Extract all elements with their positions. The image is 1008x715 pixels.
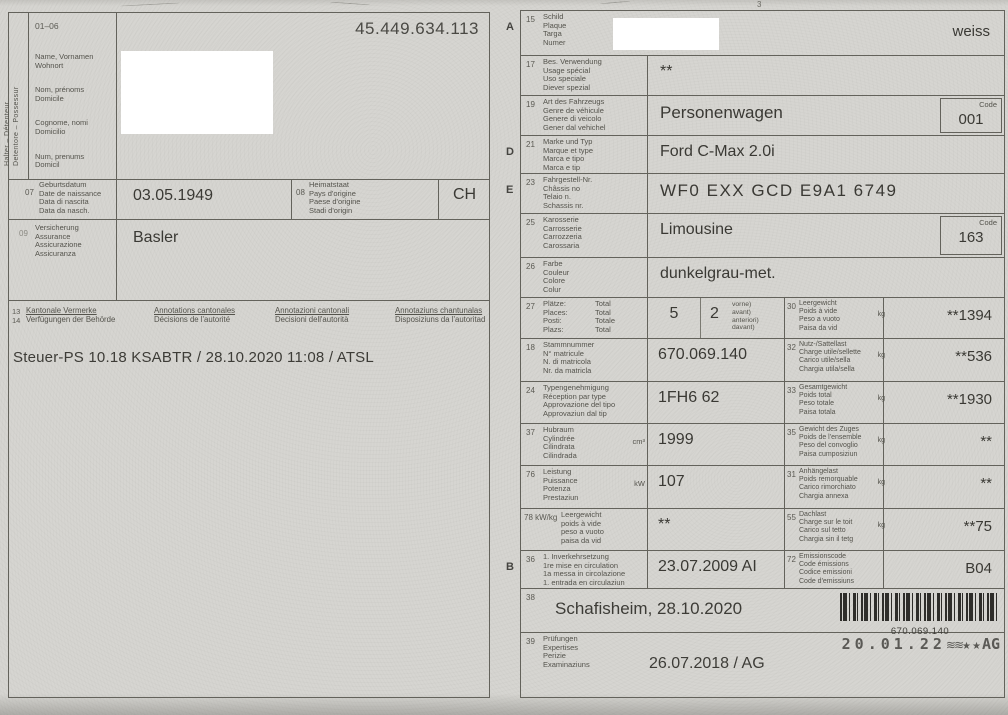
field-number: 25	[526, 218, 535, 227]
field-label: Assurance	[35, 231, 71, 241]
field-label: Genre de véhicule	[543, 105, 604, 115]
field-number: 17	[526, 60, 535, 69]
code-value: 163	[958, 229, 984, 246]
document-serial-number: 45.449.634.113	[355, 19, 479, 38]
field-labels	[799, 382, 883, 423]
field-label: 1a messa in circolazione	[543, 569, 626, 579]
scan-marks	[330, 2, 370, 6]
field-labels	[799, 298, 883, 338]
field-label: Peso del convoglio	[799, 442, 858, 450]
field-label: Colur	[543, 284, 561, 294]
unit-label: kg	[877, 522, 885, 529]
field-label: Colore	[543, 276, 566, 286]
field-number: 15	[526, 15, 535, 24]
field-label: Assicuranza	[35, 248, 76, 258]
unit-label: kg	[877, 479, 885, 486]
field-label: davant)	[732, 324, 755, 332]
field-number: 07	[25, 188, 34, 197]
field-label: Codice emissioni	[799, 569, 852, 577]
field-label: 1re mise en circulation	[543, 560, 619, 570]
field-label: Chargia utila/sella	[799, 365, 855, 373]
field-label: Code d'emissiuns	[799, 577, 855, 585]
left-field	[521, 339, 784, 381]
field-value-area	[883, 298, 1004, 338]
field-labels-right	[595, 300, 615, 338]
field-value-area	[647, 11, 1004, 55]
field-label: Approvazione del tipo	[543, 400, 616, 410]
field-labels	[799, 509, 883, 550]
plate-number-redaction	[613, 18, 719, 50]
row-37	[521, 424, 1004, 466]
field-label: Cilindrata	[543, 442, 575, 452]
field-label: Karosserie	[543, 215, 579, 224]
left-field	[521, 509, 784, 550]
field-label: Nutz-/Sattellast	[799, 341, 847, 348]
field-label: Potenza	[543, 484, 571, 494]
field-value-area	[883, 424, 1004, 465]
seats-front-cell	[700, 298, 728, 338]
field-value: **536	[955, 348, 992, 365]
holder-label: Num, prenums	[35, 151, 85, 161]
stars-icon: ★★	[962, 641, 982, 652]
field-number: 35	[787, 428, 796, 437]
field-value-area	[647, 214, 1004, 257]
field-label: Carrozzeria	[543, 232, 582, 242]
field-value: Ford C-Max 2.0i	[660, 143, 775, 160]
code-box	[940, 216, 1002, 255]
field-value-area	[647, 551, 784, 588]
field-labels	[799, 551, 883, 588]
field-label: Date de naissance	[39, 188, 102, 198]
field-label: Peso a vuoto	[799, 316, 840, 324]
field-label: Geburtsdatum	[39, 180, 87, 189]
field-labels	[543, 382, 647, 423]
field-label: Data da nasch.	[39, 205, 90, 215]
field-label: Gesamtgewicht	[799, 384, 848, 391]
field-number: 38	[526, 593, 535, 602]
row-27	[521, 298, 1004, 339]
scan-marks	[120, 2, 180, 6]
inspection-date-value: 26.07.2018 / AG	[649, 655, 765, 672]
field-labels	[543, 258, 647, 297]
row-78 kW/kg	[521, 509, 1004, 551]
right-field	[784, 382, 1004, 423]
field-label: Réception par type	[543, 391, 606, 401]
field-labels	[799, 466, 883, 508]
field-value-area	[647, 509, 784, 550]
field-label: Posti:	[543, 316, 562, 326]
field-label: Plaque	[543, 20, 567, 30]
barcode-bars-icon	[840, 593, 1000, 621]
field-label: Gewicht des Zuges	[799, 426, 859, 433]
field-label: Art des Fahrzeugs	[543, 97, 605, 106]
seats-total-cell	[648, 298, 700, 338]
seats-front-labels	[728, 298, 759, 338]
field-value-right: weiss	[952, 23, 990, 40]
row-38	[521, 589, 1004, 637]
field-labels	[543, 298, 647, 338]
right-page	[506, 10, 1005, 698]
field-number: 31	[787, 470, 796, 479]
field-label: Schassis nr.	[543, 200, 584, 210]
insurance-value: Basler	[133, 229, 179, 246]
field-label: 1. entrada en circulaziun	[543, 577, 625, 587]
field-value: 1999	[658, 431, 694, 448]
wave-lines-icon: ≋≋	[945, 638, 962, 652]
left-field	[521, 424, 784, 465]
field-label: Carico utile/sella	[799, 357, 851, 365]
stamp-date: 20.01.22	[841, 635, 946, 653]
field-label: paisa da vid	[561, 535, 602, 545]
field-labels	[799, 424, 883, 465]
field-labels	[543, 56, 647, 95]
field-label: Diever spezial	[543, 82, 591, 92]
field-labels	[543, 136, 647, 173]
barcode-number: 670.069.140	[890, 626, 950, 637]
holder-label: Domicile	[35, 93, 64, 103]
field-label: Leergewicht	[561, 510, 602, 519]
field-label: N° matricule	[543, 348, 584, 358]
holder-vertical-strip	[4, 13, 29, 179]
page-marker: 3	[757, 0, 762, 9]
right-field	[784, 466, 1004, 508]
field-label: Châssis no	[543, 183, 581, 193]
field-label: Total	[595, 299, 611, 308]
row-17	[521, 56, 1004, 96]
field-value: B04	[965, 560, 992, 577]
field-number: 72	[787, 555, 796, 564]
field-labels	[543, 339, 647, 381]
right-field	[784, 298, 1004, 338]
field-label: Telaio n.	[543, 192, 571, 202]
field-label: Poids total	[799, 392, 832, 400]
field-label: Carico sul tetto	[799, 527, 846, 535]
field-number: 08	[296, 188, 305, 197]
field-label: Bes. Verwendung	[543, 57, 602, 66]
field-number: 21	[526, 140, 535, 149]
field-labels	[561, 509, 647, 550]
field-label: Pays d'origine	[309, 188, 356, 198]
field-label: anteriori)	[732, 316, 759, 324]
row-24	[521, 382, 1004, 424]
field-label: Total	[595, 307, 611, 317]
field-value-area	[883, 339, 1004, 381]
field-value: Personenwagen	[660, 103, 783, 122]
field-labels	[543, 466, 647, 508]
field-value-area	[647, 382, 784, 423]
left-page	[4, 12, 490, 698]
section-letter: B	[506, 561, 514, 573]
field-label: avant)	[732, 308, 751, 316]
field-label: Uso speciale	[543, 74, 586, 84]
field-labels	[543, 174, 647, 213]
field-label: Marke und Typ	[543, 137, 593, 146]
field-value-area	[883, 509, 1004, 550]
field-label: Places:	[543, 307, 568, 317]
unit-label: kg	[877, 352, 885, 359]
field-value: **1930	[946, 391, 992, 408]
field-value: dunkelgrau-met.	[660, 265, 776, 282]
vehicle-fields	[506, 11, 1004, 697]
unit-label: kg	[877, 437, 885, 444]
field-label: Anhängelast	[799, 468, 838, 475]
field-label: Prestaziun	[543, 492, 579, 502]
field-value-area	[647, 174, 1004, 213]
field-number: 18	[526, 343, 535, 352]
field-label: Farbe	[543, 259, 563, 268]
field-label: Expertises	[543, 642, 579, 652]
section-letter: A	[506, 21, 514, 33]
field-labels	[543, 633, 647, 699]
field-label: Marca e tip	[543, 162, 581, 172]
holder-vertical-label-outer: Halter – Détenteur	[4, 101, 11, 166]
field-label: Paisa totala	[799, 408, 836, 416]
field-label: Puissance	[543, 475, 578, 485]
field-label: Carossaria	[543, 240, 580, 250]
origin-labels	[309, 181, 360, 215]
right-field	[784, 509, 1004, 550]
field-value-area	[647, 136, 1004, 173]
row-18	[521, 339, 1004, 382]
stamp-canton: AG	[981, 635, 1000, 653]
field-value: **1394	[946, 307, 992, 324]
field-number: 39	[526, 637, 535, 646]
holder-label: Wohnort	[35, 60, 64, 70]
code-value: 001	[958, 111, 984, 128]
field-label: Couleur	[543, 267, 570, 277]
field-number: 78 kW/kg	[524, 513, 558, 522]
field-label: Usage spécial	[543, 65, 591, 75]
field-label: Poids à vide	[799, 308, 838, 316]
field-value-area	[647, 56, 1004, 95]
field-labels	[799, 339, 883, 381]
field-labels	[543, 424, 647, 465]
origin-value: CH	[453, 186, 477, 203]
left-field	[521, 466, 784, 508]
annotations-header-it: Annotazioni cantonali Decisioni dell'autorità	[275, 306, 350, 324]
field-number: 32	[787, 343, 796, 352]
section-letter: D	[506, 146, 514, 158]
holder-label: Domicil	[35, 160, 60, 170]
field-label: Numer	[543, 37, 566, 47]
field-label: Plätze:	[543, 299, 566, 308]
field-label: Carico rimorchiato	[799, 484, 856, 492]
field-label: Perizie	[543, 651, 566, 661]
field-number: 09	[19, 229, 28, 238]
row-21	[506, 136, 1004, 174]
code-box	[940, 98, 1002, 133]
field-label: Leistung	[543, 467, 572, 476]
field-range-label: 01–06	[35, 21, 59, 31]
field-number: 27	[526, 302, 535, 311]
birthdate-value: 03.05.1949	[133, 187, 214, 204]
row-25	[521, 214, 1004, 258]
field-label: Examinaziuns	[543, 659, 590, 669]
field-number: 13 14	[12, 307, 21, 325]
insurance-row	[9, 219, 489, 300]
field-label: Stammnummer	[543, 340, 595, 349]
holder-label: Domicilio	[35, 126, 66, 136]
field-label: Charge utile/sellette	[799, 349, 861, 357]
seats-front-value: 2	[710, 305, 719, 322]
field-number: 19	[526, 100, 535, 109]
left-field	[521, 382, 784, 423]
field-label: Marque et type	[543, 145, 594, 155]
scan-marks	[600, 1, 630, 5]
field-label: Chargia sin il tetg	[799, 535, 854, 543]
right-field	[784, 551, 1004, 588]
field-label: Versicherung	[35, 223, 79, 232]
annotation-entry: Steuer-PS 10.18 KSABTR / 28.10.2020 11:08 / ATSL	[13, 349, 374, 366]
right-field	[784, 424, 1004, 465]
field-label: Prüfungen	[543, 634, 578, 643]
field-label: Targa	[543, 29, 562, 39]
field-labels-left	[543, 300, 595, 338]
field-number: 37	[526, 428, 535, 437]
field-number: 26	[526, 262, 535, 271]
row-23	[506, 174, 1004, 214]
code-label: Code	[979, 218, 997, 227]
field-label: peso a vuoto	[561, 527, 604, 537]
field-label: N. di matricola	[543, 357, 591, 367]
field-label: 1. Inverkehrsetzung	[543, 552, 609, 561]
field-label: Data di nascita	[39, 197, 89, 207]
field-label: Typengenehmigung	[543, 383, 609, 392]
field-label: Code émissions	[799, 561, 849, 569]
field-label: Marca e tipo	[543, 154, 585, 164]
field-label: Cilindrada	[543, 450, 577, 460]
field-value: **	[980, 433, 992, 450]
field-label: Hubraum	[543, 425, 574, 434]
row-76	[521, 466, 1004, 509]
field-label: poids à vide	[561, 518, 602, 528]
field-label: Approvaziun dal tip	[543, 408, 607, 418]
field-label: Paisa da vid	[799, 324, 838, 332]
field-label: Leergewicht	[799, 300, 837, 307]
left-field	[521, 298, 784, 338]
field-label: Peso totale	[799, 400, 835, 408]
holder-vertical-label-inner: Detentore – Possessur	[13, 86, 20, 166]
field-value: 670.069.140	[658, 346, 747, 363]
field-label: Schild	[543, 12, 564, 21]
field-label: Total	[595, 324, 611, 334]
field-label: Genere di veicolo	[543, 114, 602, 124]
field-value-area	[883, 382, 1004, 423]
right-field	[784, 339, 1004, 381]
field-value: **	[980, 475, 992, 492]
field-number: 55	[787, 513, 796, 522]
unit-label: kg	[877, 311, 885, 318]
field-number: 24	[526, 386, 535, 395]
holder-label: Nom, prénoms	[35, 85, 85, 95]
field-label: Heimatstaat	[309, 180, 350, 189]
field-number: 23	[526, 178, 535, 187]
section-letter: E	[506, 184, 514, 196]
field-label: Poids remorquable	[799, 476, 858, 484]
field-value: **	[660, 63, 673, 80]
row-15	[506, 11, 1004, 56]
field-label: Emissionscode	[799, 553, 847, 560]
field-label: Nr. da matricla	[543, 365, 592, 375]
field-value-area	[647, 424, 784, 465]
field-value: 107	[658, 473, 685, 490]
field-label: Chargia annexa	[799, 492, 849, 500]
issue-place-date: Schafisheim, 28.10.2020	[555, 599, 743, 618]
field-number: 33	[787, 386, 796, 395]
left-field	[521, 551, 784, 588]
holder-label: Cognome, nomi	[35, 118, 88, 128]
holder-field-labels	[35, 53, 93, 186]
field-number: 36	[526, 555, 535, 564]
field-label: Cylindrée	[543, 433, 575, 443]
field-value-area	[647, 339, 784, 381]
field-value-area	[647, 466, 784, 508]
annotations-header-fr: Annotations cantonales Décisions de l'autorité	[154, 306, 236, 324]
field-value: WF0 EXX GCD E9A1 6749	[660, 181, 898, 200]
field-number: 76	[526, 470, 535, 479]
field-labels	[543, 214, 647, 257]
holder-label: Name, Vornamen	[35, 52, 94, 61]
row-26	[521, 258, 1004, 298]
unit-label: cm³	[632, 437, 645, 446]
field-value: 1FH6 62	[658, 389, 720, 406]
field-label: Fahrgestell-Nr.	[543, 175, 593, 184]
code-label: Code	[979, 100, 997, 109]
field-number: 30	[787, 302, 796, 311]
birthdate-labels	[39, 181, 101, 215]
field-label: Carrosserie	[543, 223, 582, 233]
field-value: **	[658, 516, 671, 533]
holder-name-redaction	[121, 51, 273, 134]
field-labels	[543, 551, 647, 588]
field-value-area	[647, 298, 784, 338]
unit-label: kW	[634, 479, 645, 488]
field-value-area	[647, 258, 1004, 297]
inspection-stamp	[842, 635, 1000, 654]
field-label: Paisa cumposiziun	[799, 450, 858, 458]
field-label: Plazs:	[543, 324, 564, 334]
field-value-area	[647, 96, 1004, 135]
field-value: **75	[963, 518, 992, 535]
annotations-header-de: Kantonale Vermerke Verfügungen der Behörde	[26, 306, 116, 324]
field-label: Assicurazione	[35, 240, 82, 250]
unit-label: kg	[877, 395, 885, 402]
insurance-labels	[35, 224, 82, 258]
field-label: Dachlast	[799, 511, 827, 518]
birth-origin-row	[9, 179, 489, 219]
field-value: 23.07.2009 AI	[658, 558, 757, 575]
row-19	[521, 96, 1004, 136]
field-label: Charge sur le toit	[799, 519, 853, 527]
annotations-header-rm: Annotaziuns chantunalas Disposiziuns da l'autoritad	[395, 306, 486, 324]
field-label: Poids de l'ensemble	[799, 434, 862, 442]
field-label: Stadi d'origin	[309, 205, 353, 215]
field-value-area	[883, 551, 1004, 588]
seats-total-value: 5	[669, 305, 679, 322]
field-value: Limousine	[660, 221, 733, 238]
field-labels	[543, 96, 647, 135]
row-36	[506, 551, 1004, 589]
field-label: Gener dal vehichel	[543, 122, 606, 132]
row-39	[521, 633, 1004, 699]
field-label: Paese d'origine	[309, 197, 361, 207]
field-label: Totale	[595, 316, 616, 326]
field-label: vorne)	[732, 301, 752, 308]
field-value-area	[883, 466, 1004, 508]
